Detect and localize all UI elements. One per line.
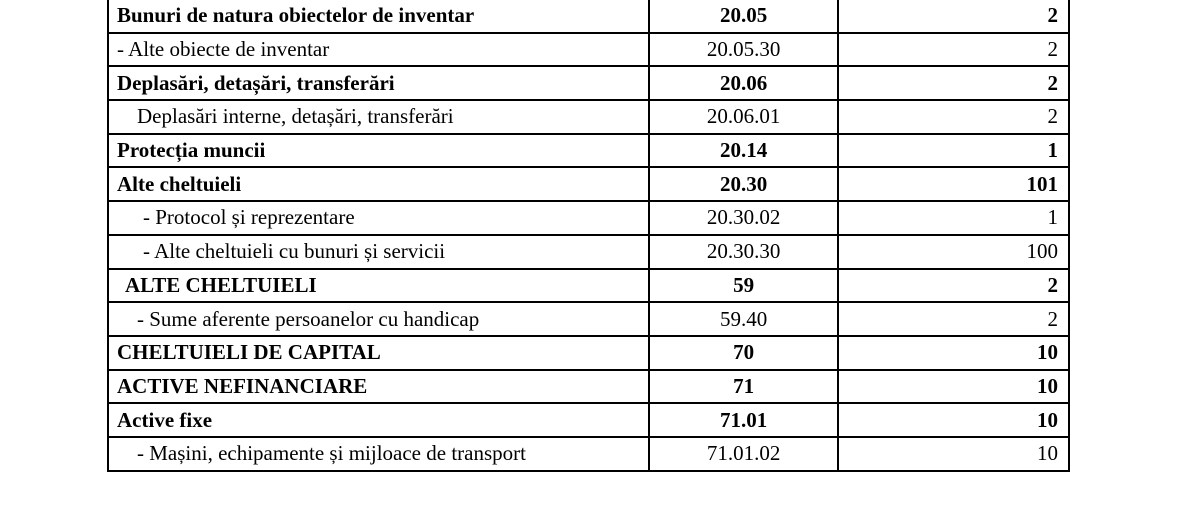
table-row xyxy=(108,134,1069,168)
table-row xyxy=(108,100,1069,134)
row-code: 20.30.30 xyxy=(649,235,839,269)
row-value: 1 xyxy=(838,201,1069,235)
table-row xyxy=(108,403,1069,437)
row-code: 20.05.30 xyxy=(649,33,839,67)
row-value: 2 xyxy=(838,66,1069,100)
budget-table xyxy=(107,0,1070,472)
table-row xyxy=(108,370,1069,404)
table-row xyxy=(108,33,1069,67)
row-name: - Protocol și reprezentare xyxy=(108,201,649,235)
row-value: 10 xyxy=(838,370,1069,404)
row-code: 70 xyxy=(649,336,839,370)
table-row xyxy=(108,437,1069,471)
table-row xyxy=(108,66,1069,100)
row-code: 20.06.01 xyxy=(649,100,839,134)
row-name: CHELTUIELI DE CAPITAL xyxy=(108,336,649,370)
row-code: 71 xyxy=(649,370,839,404)
row-code: 20.30 xyxy=(649,167,839,201)
row-value: 2 xyxy=(838,100,1069,134)
row-name: Bunuri de natura obiectelor de inventar xyxy=(108,0,649,33)
table-row xyxy=(108,167,1069,201)
row-code: 59.40 xyxy=(649,302,839,336)
row-code: 20.14 xyxy=(649,134,839,168)
row-name: - Sume aferente persoanelor cu handicap xyxy=(108,302,649,336)
row-code: 71.01 xyxy=(649,403,839,437)
table-row xyxy=(108,269,1069,303)
row-name: Active fixe xyxy=(108,403,649,437)
row-name: - Alte cheltuieli cu bunuri și servicii xyxy=(108,235,649,269)
row-name: ALTE CHELTUIELI xyxy=(108,269,649,303)
row-code: 20.06 xyxy=(649,66,839,100)
row-value: 100 xyxy=(838,235,1069,269)
row-name: Protecția muncii xyxy=(108,134,649,168)
row-code: 59 xyxy=(649,269,839,303)
row-name: - Mașini, echipamente și mijloace de transport xyxy=(108,437,649,471)
row-value: 2 xyxy=(838,302,1069,336)
row-name: Alte cheltuieli xyxy=(108,167,649,201)
table-row xyxy=(108,0,1069,33)
row-code: 20.30.02 xyxy=(649,201,839,235)
row-value: 10 xyxy=(838,403,1069,437)
row-name: Deplasări interne, detașări, transferări xyxy=(108,100,649,134)
row-value: 2 xyxy=(838,269,1069,303)
row-name: - Alte obiecte de inventar xyxy=(108,33,649,67)
table-row xyxy=(108,201,1069,235)
table-row xyxy=(108,235,1069,269)
table-row xyxy=(108,336,1069,370)
row-value: 10 xyxy=(838,437,1069,471)
row-name: ACTIVE NEFINANCIARE xyxy=(108,370,649,404)
row-value: 1 xyxy=(838,134,1069,168)
row-code: 71.01.02 xyxy=(649,437,839,471)
row-value: 101 xyxy=(838,167,1069,201)
table-row xyxy=(108,302,1069,336)
row-value: 10 xyxy=(838,336,1069,370)
row-name: Deplasări, detașări, transferări xyxy=(108,66,649,100)
row-code: 20.05 xyxy=(649,0,839,33)
row-value: 2 xyxy=(838,33,1069,67)
table-body xyxy=(108,0,1069,471)
row-value: 2 xyxy=(838,0,1069,33)
